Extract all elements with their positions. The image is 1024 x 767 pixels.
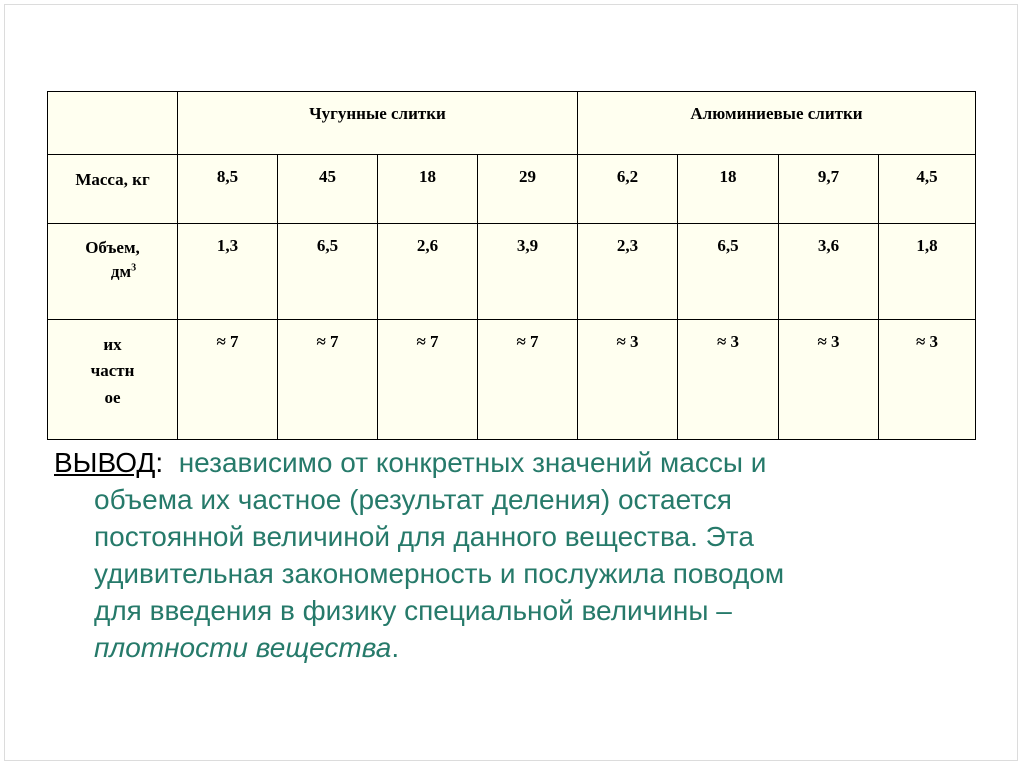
- row-label-quotient-line2: частн: [90, 361, 135, 381]
- table-row-volume: [48, 224, 976, 320]
- table-row-mass: [48, 155, 976, 224]
- table-row-quotient: [48, 320, 976, 440]
- table-cell: 3,6: [779, 224, 879, 320]
- conclusion-line: [54, 444, 974, 481]
- conclusion-colon: :: [155, 447, 164, 478]
- table-cell: 9,7: [779, 155, 879, 224]
- table-cell: 18: [378, 155, 478, 224]
- row-label-mass-text: Масса, кг: [75, 170, 150, 189]
- header-cast-iron-ingots: Чугунные слитки: [178, 92, 578, 155]
- row-label-volume-line2: [49, 260, 176, 284]
- header-empty-cell: [48, 92, 178, 155]
- table-cell: ≈ 3: [879, 320, 976, 440]
- conclusion-line: объема их частное (результат деления) остается: [94, 484, 732, 515]
- row-label-mass: [48, 155, 178, 224]
- table-cell: 6,5: [278, 224, 378, 320]
- conclusion-line: удивительная закономерность и послужила поводом: [94, 558, 785, 589]
- table-cell: ≈ 7: [278, 320, 378, 440]
- conclusion-line: постоянной величиной для данного вещества. Эта: [94, 521, 754, 552]
- header-aluminum-ingots: Алюминиевые слитки: [578, 92, 976, 155]
- conclusion-line: [54, 629, 974, 666]
- row-label-quotient-line1: их: [103, 335, 122, 354]
- table-cell: ≈ 3: [779, 320, 879, 440]
- data-table: [47, 91, 976, 440]
- conclusion-text: [54, 444, 974, 666]
- conclusion-line: для введения в физику специальной величины –: [94, 595, 732, 626]
- table-cell: 2,3: [578, 224, 678, 320]
- table-cell: 6,2: [578, 155, 678, 224]
- conclusion-label: ВЫВОД: [54, 447, 156, 478]
- row-label-quotient-line3: ое: [104, 387, 121, 407]
- conclusion-line-text: независимо от конкретных значений массы и: [178, 447, 767, 478]
- row-label-quotient: [48, 320, 178, 440]
- table-cell: ≈ 7: [478, 320, 578, 440]
- table-cell: ≈ 7: [178, 320, 278, 440]
- conclusion-end-punct: .: [391, 632, 400, 663]
- table-cell: ≈ 7: [378, 320, 478, 440]
- row-label-volume: [48, 224, 178, 320]
- table-cell: 45: [278, 155, 378, 224]
- table-cell: ≈ 3: [678, 320, 779, 440]
- row-label-volume-line1: Объем,: [85, 238, 140, 257]
- table-cell: 1,3: [178, 224, 278, 320]
- table-cell: 6,5: [678, 224, 779, 320]
- table-cell: 18: [678, 155, 779, 224]
- table-cell: 4,5: [879, 155, 976, 224]
- table-cell: 1,8: [879, 224, 976, 320]
- header-row: [48, 92, 976, 155]
- table-cell: 2,6: [378, 224, 478, 320]
- row-label-volume-unit: дм: [110, 261, 132, 281]
- table-cell: 8,5: [178, 155, 278, 224]
- row-label-volume-sup: 3: [131, 262, 137, 274]
- table-cell: 29: [478, 155, 578, 224]
- conclusion-term: плотности вещества: [94, 632, 392, 663]
- table-cell: 3,9: [478, 224, 578, 320]
- table-cell: ≈ 3: [578, 320, 678, 440]
